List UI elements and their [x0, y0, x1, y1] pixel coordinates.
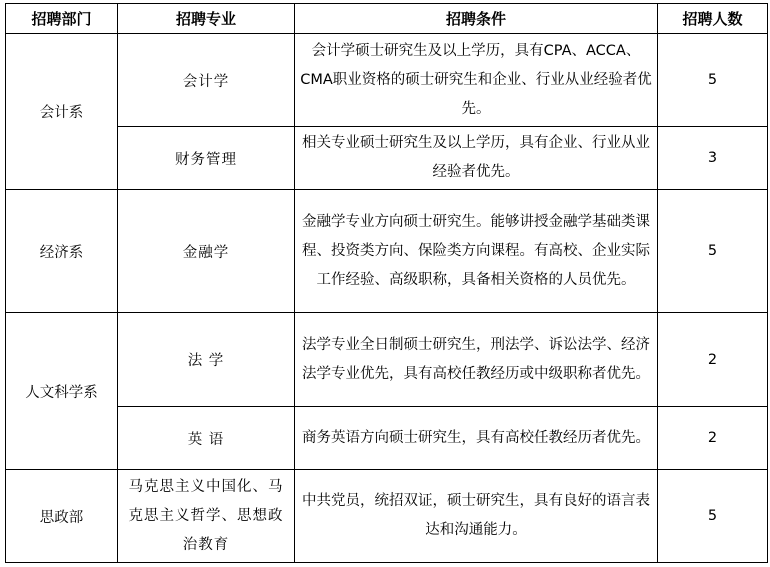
header-count: 招聘人数: [658, 4, 768, 34]
header-major: 招聘专业: [118, 4, 295, 34]
table-row: [6, 407, 768, 470]
department-cell: 经济系: [6, 190, 118, 313]
major-cell: 金融学: [118, 190, 295, 313]
count-cell: 5: [658, 190, 768, 313]
header-row: [6, 4, 768, 34]
table-row: [6, 313, 768, 407]
conditions-cell: 相关专业硕士研究生及以上学历，具有企业、行业从业经验者优先。: [295, 127, 658, 190]
count-cell: 2: [658, 407, 768, 470]
conditions-cell: 法学专业全日制硕士研究生，刑法学、诉讼法学、经济法学专业优先，具有高校任教经历或中级职称者优先。: [295, 313, 658, 407]
count-cell: 3: [658, 127, 768, 190]
conditions-cell: 商务英语方向硕士研究生，具有高校任教经历者优先。: [295, 407, 658, 470]
department-cell: 会计系: [6, 34, 118, 190]
count-cell: 5: [658, 34, 768, 127]
major-cell: 英 语: [118, 407, 295, 470]
major-cell: 会计学: [118, 34, 295, 127]
header-conditions: 招聘条件: [295, 4, 658, 34]
count-cell: 2: [658, 313, 768, 407]
table-row: [6, 34, 768, 127]
major-cell: 马克思主义中国化、马克思主义哲学、思想政治教育: [118, 470, 295, 563]
recruitment-table: [5, 3, 768, 563]
department-cell: 人文科学系: [6, 313, 118, 470]
conditions-cell: 金融学专业方向硕士研究生。能够讲授金融学基础类课程、投资类方向、保险类方向课程。有高校、企业实际工作经验、高级职称，具备相关资格的人员优先。: [295, 190, 658, 313]
table-row: [6, 190, 768, 313]
conditions-cell: 会计学硕士研究生及以上学历，具有CPA、ACCA、CMA职业资格的硕士研究生和企业、行业从业经验者优先。: [295, 34, 658, 127]
major-cell: 财务管理: [118, 127, 295, 190]
header-department: 招聘部门: [6, 4, 118, 34]
table-row: [6, 127, 768, 190]
conditions-cell: 中共党员，统招双证，硕士研究生，具有良好的语言表达和沟通能力。: [295, 470, 658, 563]
count-cell: 5: [658, 470, 768, 563]
major-cell: 法 学: [118, 313, 295, 407]
table-row: [6, 470, 768, 563]
department-cell: 思政部: [6, 470, 118, 563]
